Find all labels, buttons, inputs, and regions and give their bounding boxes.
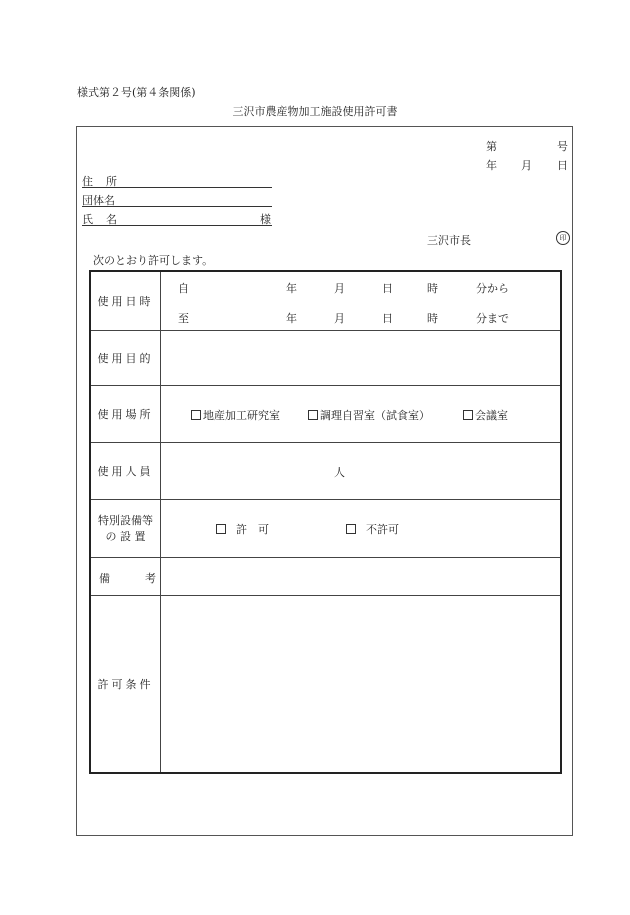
row-equipment xyxy=(90,500,561,558)
to-prefix: 至 xyxy=(178,312,189,325)
place-value xyxy=(161,386,562,443)
equipment-option-permit[interactable]: 許 可 xyxy=(216,521,269,537)
to-day: 日 xyxy=(382,312,393,325)
persons-value[interactable] xyxy=(161,443,562,500)
doc-number-go: 号 xyxy=(557,140,568,153)
equipment-label-line1: 特別設備等 xyxy=(98,513,153,527)
checkbox-icon[interactable] xyxy=(216,524,226,534)
remarks-label xyxy=(90,558,161,596)
usage-datetime-label: 使用日時 xyxy=(90,271,161,331)
conditions-label: 許可条件 xyxy=(90,596,161,773)
checkbox-icon[interactable] xyxy=(346,524,356,534)
equipment-label xyxy=(90,500,161,558)
to-hour: 時 xyxy=(427,312,438,325)
permit-table xyxy=(89,270,562,774)
equipment-label-line2: の 設 置 xyxy=(105,529,146,543)
date-month-label: 月 xyxy=(521,159,532,172)
checkbox-icon[interactable] xyxy=(191,410,201,420)
from-month: 月 xyxy=(334,282,345,295)
row-conditions xyxy=(90,596,561,773)
remarks-value[interactable] xyxy=(161,558,562,596)
group-name-field[interactable] xyxy=(82,192,272,207)
remarks-label-b: 考 xyxy=(145,572,156,585)
from-suffix: 分から xyxy=(476,282,509,295)
address-label-2: 所 xyxy=(106,175,117,188)
group-name-label: 団体名 xyxy=(82,194,115,207)
place-option-lab[interactable]: 地産加工研究室 xyxy=(191,407,280,423)
equipment-option-deny[interactable]: 不許可 xyxy=(346,521,399,537)
honorific-sama: 様 xyxy=(260,213,271,226)
row-persons xyxy=(90,443,561,500)
doc-number-dai: 第 xyxy=(486,140,497,153)
persons-label: 使用人員 xyxy=(90,443,161,500)
purpose-label: 使用目的 xyxy=(90,331,161,386)
name-label-1: 氏 xyxy=(82,213,93,226)
date-year-label: 年 xyxy=(486,159,497,172)
purpose-value[interactable] xyxy=(161,331,562,386)
row-remarks xyxy=(90,558,561,596)
mayor-label: 三沢市長 xyxy=(427,234,471,247)
date-day-label: 日 xyxy=(557,159,568,172)
address-label-1: 住 xyxy=(82,175,93,188)
name-label-2: 名 xyxy=(106,213,117,226)
from-day: 日 xyxy=(382,282,393,295)
from-hour: 時 xyxy=(427,282,438,295)
row-place xyxy=(90,386,561,443)
seal-mark: 印 xyxy=(556,231,570,245)
checkbox-icon[interactable] xyxy=(463,410,473,420)
address-field[interactable] xyxy=(82,173,272,188)
form-number-label: 様式第２号(第４条関係) xyxy=(77,86,196,99)
intro-text: 次のとおり許可します。 xyxy=(93,254,214,267)
to-year: 年 xyxy=(286,312,297,325)
checkbox-icon[interactable] xyxy=(308,410,318,420)
usage-datetime-value[interactable] xyxy=(161,271,562,331)
persons-unit: 人 xyxy=(334,466,345,479)
place-option-meeting[interactable]: 会議室 xyxy=(463,407,508,423)
from-year: 年 xyxy=(286,282,297,295)
place-label: 使用場所 xyxy=(90,386,161,443)
equipment-value xyxy=(161,500,562,558)
from-prefix: 自 xyxy=(178,282,189,295)
name-field[interactable] xyxy=(82,211,272,226)
row-usage-datetime xyxy=(90,271,561,331)
place-option-kitchen[interactable]: 調理自習室（試食室） xyxy=(308,407,430,423)
to-month: 月 xyxy=(334,312,345,325)
remarks-label-a: 備 xyxy=(99,572,110,585)
document-title: 三沢市農産物加工施設使用許可書 xyxy=(232,105,398,118)
row-purpose xyxy=(90,331,561,386)
conditions-value[interactable] xyxy=(161,596,562,773)
to-suffix: 分まで xyxy=(476,312,509,325)
